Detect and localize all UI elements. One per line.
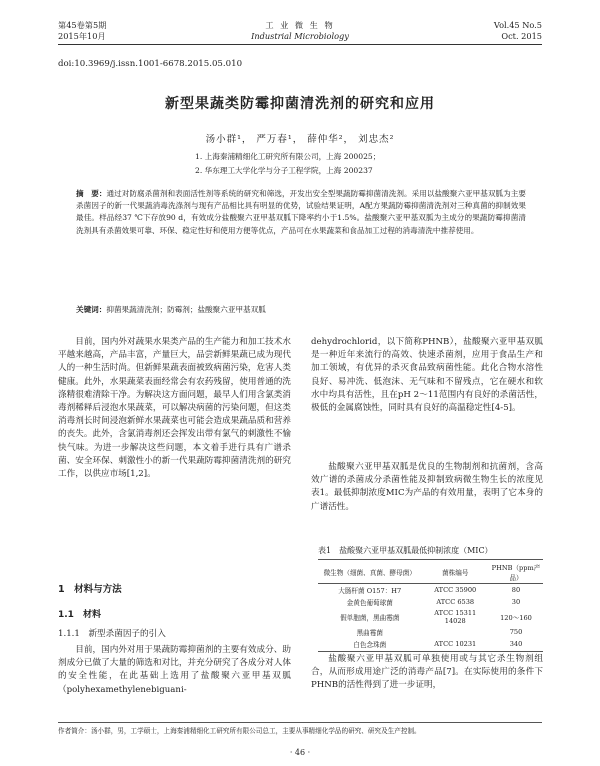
table-cell: 80 [511,586,521,594]
phnb-paragraph: dehydrochlorid，以下简称PHNB），盐酸聚六亚甲基双胍是一种近年来流行的高效、快速杀菌剂，应用于食品生产和加工领域，有优异的杀灭食品致病菌性能。此化合物水溶性良好、易冲洗、低泡沫、无气味和不留残点，它在硬水和软水中均具有活性，且在pH 2～11范围内有良好的杀菌活性，极低的金属腐蚀性，同时具有良好的高温稳定性[4-5]。 [311,337,543,414]
table-header-cell: PHNB（ppm产品） [491,564,541,582]
table-cell: 340 [509,640,523,648]
table-cell: 30 [511,598,521,606]
header-date-cn: 2015年10月 [58,31,106,41]
affiliation-1: 1. 上海秦浦精细化工研究所有限公司，上海 200025； [195,152,381,161]
table-row [318,608,543,626]
table-cell: 白色念珠菌 [353,641,387,649]
mic-paragraph: 盐酸聚六亚甲基双胍是优良的生物制剂和抗菌剂，含高效广谱的杀菌成分杀菌性能及抑制致病微生物生长的浓度见表1。最低抑制浓度MIC为产品的有效用量，表明了它本身的广谱活性。 [311,462,543,512]
authors: 汤小群¹， 严万春¹， 薛仲华²， 刘忠杰² [205,134,395,145]
table-cell: ATCC 10231 [434,640,477,648]
abstract-text: 通过对防腐杀菌剂和表面活性剂等系统的研究和筛选，开发出安全型果蔬防霉抑菌清洗剂。采用以盐酸聚六亚甲基双胍为主要杀菌因子的新一代果蔬消毒洗涤剂与现有产品相比具有明显的优势，试验结果证明，A配方果蔬防霉抑菌清洗剂对三种真菌的抑制效果最佳。样品经37 ℃下存放90 d，有效成分盐酸聚六亚甲基双胍下降率约小于1.5%。盐酸聚六亚甲基双胍为主成分的果蔬防霉抑菌清洗剂具有杀菌效果可靠、环保、稳定性好和使用方便等优点，产品可在水果蔬菜和食品加工过程的消毒清洗中推荐使用。 [76,189,526,235]
table-cell: 大肠杆菌 O157：H7 [338,587,402,595]
header-rule [58,44,542,45]
table-row [318,584,543,596]
intro-paragraph: 目前，国内外对蔬果水果类产品的生产能力和加工技术水平越来越高，产品丰富，产量巨大，品尝新鲜果蔬已成为现代人的一种生活时尚。但新鲜果蔬表面被致病菌污染，危害人类健康。此外，水果蔬菜表面经常会有农药残留，使用普通的洗涤精很难清除干净。为解决这方面问题，最早人们用含氯类消毒剂稀释后浸泡水果蔬菜，可以解决病菌的污染问题，但这类消毒剂长时间浸泡新鲜水果蔬菜也可能会造成果蔬品质和营养的丧失。此外，含氯消毒剂还会挥发出带有氯气的刺激性不愉快气味。为进一步解决这些问题，本文着手进行具有广谱杀菌、安全环保、刺激性小的新一代果蔬防霉抑菌清洗剂的研究工作，以供应市场[1,2]。 [58,337,291,480]
header-journal-en: Industrial Microbiology [251,31,349,41]
keywords [76,304,526,316]
table-row [318,596,543,608]
table-cell: 750 [509,628,523,636]
paper-title: 新型果蔬类防霉抑菌清洗剂的研究和应用 [165,96,435,112]
table-row [318,638,543,650]
header-date-en: Oct. 2015 [501,31,542,41]
combination-paragraph: 盐酸聚六亚甲基双胍可单独使用或与其它杀生物剂组合，从而形成用途广泛的消毒产品[7]。在实际使用的条件下PHNB的活性得到了进一步证明， [311,654,543,691]
section-1-1-1-heading: 1.1.1 新型杀菌因子的引入 [58,629,166,639]
abstract [76,188,526,237]
table-cell: ATCC 15311 14028 [434,609,477,625]
table-cell: ATCC 6538 [436,598,475,606]
table-cell: 黑曲霉菌 [356,629,383,637]
table-header-cell: 菌株编号 [442,569,469,577]
table-cell [422,626,490,638]
table-caption: 表1 盐酸聚六亚甲基双胍最低抑制浓度（MIC） [318,546,493,555]
table-header-row [318,561,543,583]
mic-table [318,559,543,652]
section-1-heading: 1 材料与方法 [58,584,122,595]
header-journal-cn: 工 业 微 生 物 [265,20,335,30]
table-cell: 120～160 [500,614,532,622]
table-row [318,626,543,638]
header-volume-en: Vol.45 No.5 [493,20,542,30]
footnote: 作者简介：汤小群，男，工学硕士，上海秦浦精细化工研究所有限公司总工，主要从事精细化学品的研究、研究及生产控制。 [58,727,421,735]
table-cell: 金黄色葡萄球菌 [346,599,393,607]
page-number: · 46 · [289,748,311,757]
table-cell: 假单胞菌，黑曲霉菌 [340,614,400,622]
section-1-1-heading: 1.1 材料 [58,610,101,620]
section-1-1-1-paragraph: 目前，国内外对用于果蔬防霉抑菌剂的主要有效成分、助剂成分已做了大量的筛选和对比，并充分研究了各成分对人体的安全性能，在此基础上选用了盐酸聚六亚甲基双胍（polyhexamethylenebiguani- [58,645,291,695]
doi: doi:10.3969/j.issn.1001-6678.2015.05.010 [58,59,243,69]
abstract-label: 摘 要： [76,189,107,198]
table-cell: ATCC 35900 [434,586,477,594]
table-top-rule [318,559,543,560]
header-volume-cn: 第45卷第5期 [58,20,107,30]
table-bottom-rule [318,651,543,652]
keywords-text: 抑菌果蔬清洗剂；防霉剂；盐酸聚六亚甲基双胍 [106,305,266,314]
table-header-cell: 微生物（细菌、真菌、酵母菌） [323,569,416,577]
footnote-rule [58,722,542,723]
affiliation-2: 2. 华东理工大学化学与分子工程学院，上海 200237 [195,166,373,175]
keywords-label: 关键词： [76,305,107,314]
